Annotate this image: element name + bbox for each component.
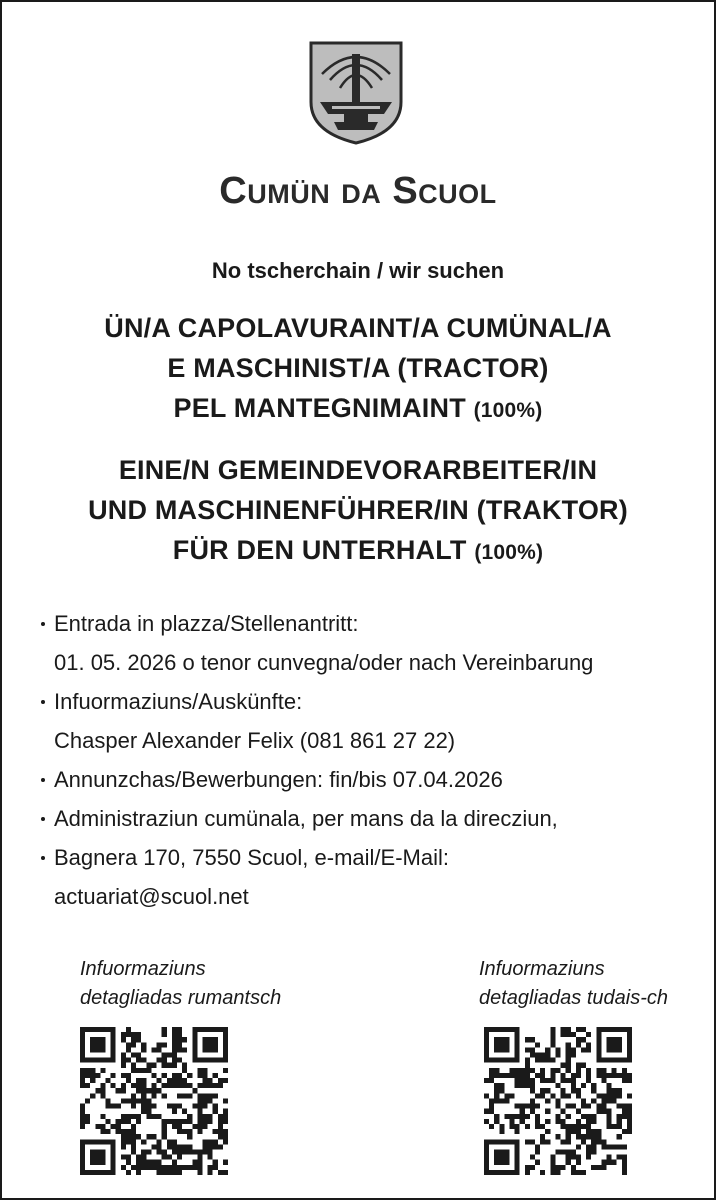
title-line: [2, 388, 714, 431]
job-details: [38, 604, 704, 916]
detail-start-date-value: 01. 05. 2026 o tenor cunvegna/oder nach Vereinbarung: [54, 650, 594, 675]
intro-heading: No tscherchain / wir suchen: [211, 258, 505, 283]
title-line: EINE/N GEMEINDEVORARBEITER/IN: [118, 455, 598, 485]
title-line: UND MASCHINENFÜHRER/IN (TRAKTOR): [88, 495, 628, 525]
detail-address: Bagnera 170, 7550 Scuol, e-mail/E-Mail:: [38, 838, 704, 877]
qr-code-icon[interactable]: [484, 1027, 632, 1175]
qr-caption-line: detagliadas tudais-ch: [479, 987, 669, 1009]
detail-start-date-label: Entrada in plazza/Stellenantritt:: [38, 604, 704, 643]
title-line-text: FÜR DEN UNTERHALT: [172, 535, 467, 565]
detail-contact-person: Chasper Alexander Felix (081 861 27 22): [54, 728, 456, 753]
fountain-coat-of-arms-icon: [308, 40, 404, 146]
qr-caption-romansh: [80, 955, 281, 1013]
qr-caption-line: Infuormaziuns: [80, 958, 206, 980]
title-line: E MASCHINIST/A (TRACTOR): [167, 353, 549, 383]
qr-code-icon[interactable]: [80, 1027, 228, 1175]
qr-caption-line: detagliadas rumantsch: [80, 987, 282, 1009]
workload-percent: (100%): [474, 541, 544, 564]
workload-percent: (100%): [473, 399, 543, 422]
detail-email-link[interactable]: actuariat@scuol.net: [54, 884, 249, 909]
detail-administration: Administraziun cumünala, per mans da la direcziun,: [38, 799, 704, 838]
job-title-romansh: [2, 308, 714, 431]
job-title-german: [2, 450, 714, 573]
title-line: ÜN/A CAPOLAVURAINT/A CUMÜNAL/A: [104, 313, 612, 343]
title-line: [2, 530, 714, 573]
qr-caption-german: [479, 955, 668, 1013]
detail-info-label: Infuormaziuns/Auskünfte:: [38, 682, 704, 721]
detail-application-deadline: Annunzchas/Bewerbungen: fin/bis 07.04.2026: [38, 760, 704, 799]
municipality-name: Cumün da Scuol: [219, 170, 497, 212]
title-line-text: PEL MANTEGNIMAINT: [173, 393, 466, 423]
qr-caption-line: Infuormaziuns: [479, 958, 605, 980]
